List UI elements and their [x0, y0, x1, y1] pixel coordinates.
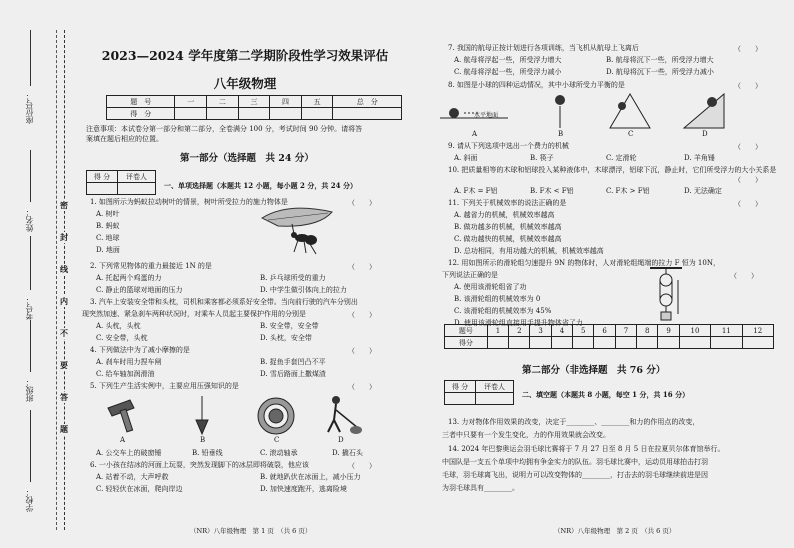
score-header: 二	[207, 96, 239, 108]
ball-falling-icon	[548, 94, 572, 130]
seal-char: 题	[60, 424, 68, 434]
name-line[interactable]	[30, 150, 31, 202]
option: D. 无法确定	[684, 187, 722, 195]
ball-incline-icon	[682, 90, 726, 130]
question-4: 4. 下列做法中为了减小摩擦的是	[90, 346, 190, 354]
ball-slope-icon	[608, 90, 652, 130]
answer-cell[interactable]	[509, 337, 530, 349]
score-header: 总 分	[333, 96, 402, 108]
question-12: 12. 用如图所示的滑轮组匀速提升 9N 的物体时，人对滑轮组绳端的拉力 F 恒为 10N，	[448, 259, 720, 267]
seal-char: 要	[60, 360, 68, 370]
notice-line: 注意事项：本试卷分第一部分和第二部分，全卷满分 100 分，考试时间 90 分钟。请将答	[86, 125, 363, 133]
class-label: 班级：	[25, 378, 34, 402]
option: B. 做功越多的机械，机械效率越高	[454, 223, 562, 231]
answer-header: 题号	[445, 325, 488, 337]
question-10: 10. 把质量相等的木球和铝球投入某种液体中，木球漂浮，铝球下沉，静止时，它们所受浮力的大小关系是	[448, 166, 777, 174]
figure-label: D	[338, 436, 344, 444]
grader-cell[interactable]	[118, 183, 156, 195]
exam-title: 2023—2024 学年度第二学期阶段性学习效果评估	[101, 48, 389, 63]
question-12-cont: 下列说法正确的是	[442, 271, 498, 279]
option: D. 雪后路面上撒煤渣	[260, 370, 326, 378]
subject-title: 八年级物理	[213, 76, 277, 91]
answer-row-label: 得分	[445, 337, 488, 349]
figure-label: D	[702, 130, 708, 138]
score-cell[interactable]	[207, 108, 239, 120]
option: A. F木 = F铝	[454, 187, 498, 195]
option: B. 铅垂线	[192, 449, 223, 457]
option: B. 捉鱼手套凹凸不平	[260, 358, 326, 366]
option: D. 头枕，安全带	[260, 334, 312, 342]
option: B. 航母将沉下一些，所受浮力增大	[606, 56, 714, 64]
option: D. 羊角锤	[684, 154, 715, 162]
grader-box	[444, 380, 514, 405]
option: A. 使用该滑轮组省了功	[454, 283, 527, 291]
exam-number-line[interactable]	[30, 236, 31, 290]
option: A. 公交车上的破窗锤	[96, 449, 162, 457]
grader-score-cell[interactable]	[445, 393, 476, 405]
score-table	[106, 95, 402, 120]
answer-paren[interactable]: （ ）	[348, 199, 376, 207]
answer-header: 9	[658, 325, 679, 337]
answer-paren[interactable]: （ ）	[734, 143, 762, 151]
grader-score-label: 得 分	[445, 381, 476, 393]
answer-paren[interactable]: （ ）	[734, 45, 762, 53]
answer-paren[interactable]: （ ）	[730, 272, 758, 280]
option: C. 航母将浮起一些，所受浮力减小	[454, 68, 562, 76]
option: B. 筷子	[530, 154, 554, 162]
question-11: 11. 下列关于机械效率的说法正确的是	[448, 199, 567, 207]
answer-cell[interactable]	[573, 337, 594, 349]
figure-label: C	[274, 436, 280, 444]
notice-line: 案填在题后相应的位置。	[86, 135, 163, 143]
figure-label: B	[558, 130, 564, 138]
option: C. 轻轻伏在冰面，爬向岸边	[96, 485, 183, 493]
answer-cell[interactable]	[594, 337, 615, 349]
option: A. 刹车时用力捏车闸	[96, 358, 162, 366]
seat-number-line[interactable]	[30, 30, 31, 86]
question-1: 1. 如图所示为蚂蚁拉动树叶的情景，树叶所受拉力的施力物体是	[90, 198, 288, 206]
question-9: 9. 请从下列选项中选出一个费力的机械	[448, 142, 569, 150]
school-line[interactable]	[30, 410, 31, 482]
question-8: 8. 如图是小球的四种运动情况，其中小球所受力平衡的是	[448, 81, 625, 89]
binding-dashed-line	[64, 30, 65, 530]
seal-char: 封	[60, 232, 68, 242]
answer-cell[interactable]	[551, 337, 572, 349]
answer-cell[interactable]	[487, 337, 508, 349]
pulley-system-icon	[646, 266, 686, 324]
answer-paren[interactable]: （ ）	[734, 200, 762, 208]
answer-paren[interactable]: （ ）	[348, 383, 376, 391]
question-14-cont: 为羽毛球具有________。	[442, 484, 519, 492]
score-cell[interactable]	[270, 108, 302, 120]
name-label: 姓名：	[25, 208, 34, 232]
option: C. 给车轴加润滑油	[96, 370, 155, 378]
answer-header: 10	[679, 325, 710, 337]
question-14-cont: 中国队是一支五个单项中均拥有争金实力的队伍。羽毛球比赛中，运动员用球拍击打羽	[442, 458, 708, 466]
part1-title: 第一部分（选择题 共 24 分）	[180, 153, 314, 164]
answer-paren[interactable]: （ ）	[734, 176, 762, 184]
option: C. 做功越快的机械，机械效率越高	[454, 235, 562, 243]
option: A. 站着不动，大声呼救	[96, 473, 169, 481]
grader-score-cell[interactable]	[87, 183, 118, 195]
grader-cell[interactable]	[476, 393, 514, 405]
option: C. 安全带，头枕	[96, 334, 148, 342]
seal-char: 线	[60, 264, 68, 274]
option: D. 加快速度跑开，逃离险境	[260, 485, 347, 493]
answer-cell[interactable]	[658, 337, 679, 349]
question-7: 7. 我国的航母正按计划进行各项训练，当飞机从航母上飞离后	[448, 44, 639, 52]
grader-box	[86, 170, 156, 195]
answer-header: 8	[637, 325, 658, 337]
score-header: 一	[175, 96, 207, 108]
option: A. 越省力的机械，机械效率越高	[454, 211, 555, 219]
page-1	[80, 0, 410, 548]
option: C. 定滑轮	[606, 154, 637, 162]
plumb-line-icon	[190, 396, 214, 436]
option: A. 头枕，头枕	[96, 322, 141, 330]
ant-leaf-icon	[258, 202, 338, 256]
score-header: 四	[270, 96, 302, 108]
page-footer: （NR）八年级物理 第 2 页 （共 6 页）	[554, 527, 676, 535]
safety-hammer-icon	[104, 398, 144, 434]
question-3-cont: 现突然加速、紧急刹车两种状况时，对乘车人员起主要保护作用的分别是	[82, 310, 306, 318]
option: B. 乒乓球所受的重力	[260, 274, 326, 282]
question-3: 3. 汽车上安装安全带和头枕，司机和乘客都必须系好安全带。当向前行驶的汽车分别出	[90, 298, 358, 306]
option: C. 该滑轮组的机械效率为 45%	[454, 307, 552, 315]
seat-number-label: 座位号：	[25, 92, 34, 124]
question-14: 14. 2024 年巴黎奥运会羽毛球比赛将于 7 月 27 日至 8 月 5 日在拉夏贝尔体育馆举行。	[448, 445, 725, 453]
exam-number-label: 考号：	[25, 296, 34, 320]
grader-label: 评卷人	[476, 381, 514, 393]
question-13-cont: 三者中只要有一个发生变化，力的作用效果就会改变。	[442, 431, 610, 439]
answer-paren[interactable]: （ ）	[348, 462, 376, 470]
grader-label: 评卷人	[118, 171, 156, 183]
option: B. 就地趴伏在冰面上，减小压力	[260, 473, 361, 481]
answer-cell[interactable]	[637, 337, 658, 349]
score-cell[interactable]	[175, 108, 207, 120]
option: C. 滚动轴承	[260, 449, 298, 457]
option: C. 地球	[96, 234, 120, 242]
answer-paren[interactable]: （ ）	[348, 263, 376, 271]
seal-char: 不	[60, 328, 68, 338]
section2-heading: 二、填空题（本题共 8 小题，每空 1 分，共 16 分）	[522, 390, 690, 399]
answer-cell[interactable]	[530, 337, 551, 349]
answer-paren[interactable]: （ ）	[348, 311, 376, 319]
score-cell[interactable]	[238, 108, 270, 120]
option: D. 地面	[96, 246, 120, 254]
score-cell[interactable]	[333, 108, 402, 120]
answer-header: 4	[551, 325, 572, 337]
option: C. F木 > F铝	[606, 187, 650, 195]
part2-title: 第二部分（非选择题 共 76 分）	[522, 365, 666, 376]
answer-paren[interactable]: （ ）	[734, 82, 762, 90]
figure-label: A	[120, 436, 126, 444]
score-header: 五	[301, 96, 333, 108]
option: A. 托起两个鸡蛋的力	[96, 274, 162, 282]
question-6: 6. 一小孩在结冰的河面上玩耍，突然发现脚下的冰层即将破裂，他应该	[90, 461, 309, 469]
option: B. 蚂蚁	[96, 222, 120, 230]
answer-header: 6	[594, 325, 615, 337]
lever-stone-icon	[318, 394, 362, 436]
option: B. 安全带，安全带	[260, 322, 319, 330]
answer-header: 7	[615, 325, 636, 337]
option: C. 静止的篮球对地面的压力	[96, 286, 183, 294]
page-footer: （NR）八年级物理 第 1 页 （共 6 页）	[190, 527, 312, 535]
option: D. 使用该滑轮组直接用手提升物体省了力	[454, 319, 583, 327]
binding-dashed-line-inner	[56, 30, 57, 530]
page-2	[430, 0, 780, 548]
section1-heading: 一、单项选择题（本题共 12 小题，每小题 2 分，共 24 分）	[164, 181, 357, 190]
question-5: 5. 下列生产生活实例中，主要应用压强知识的是	[90, 382, 239, 390]
answer-header: 3	[530, 325, 551, 337]
answer-cell[interactable]	[711, 337, 742, 349]
figure-label: A	[472, 130, 478, 138]
score-header: 题 号	[107, 96, 175, 108]
seal-char: 内	[60, 296, 68, 306]
question-2: 2. 下列常见物体的重力最接近 1N 的是	[90, 262, 212, 270]
seal-char: 答	[60, 392, 68, 402]
option: B. 该滑轮组的机械效率为 0	[454, 295, 541, 303]
option: D. 总功相同，有用功越大的机械，机械效率越高	[454, 247, 604, 255]
option: A. 航母将浮起一些，所受浮力增大	[454, 56, 562, 64]
answer-paren[interactable]: （ ）	[348, 347, 376, 355]
figure-label: B	[200, 436, 206, 444]
ball-bearing-icon	[256, 396, 296, 436]
option: A. 树叶	[96, 210, 120, 218]
question-14-cont: 毛球，羽毛球离飞出，说明力可以改变物体的________，打击去的羽毛球继续前进是因	[442, 471, 708, 479]
binding-strip	[0, 0, 70, 548]
score-cell[interactable]	[301, 108, 333, 120]
option: A. 斜面	[454, 154, 478, 162]
option: D. 航母将沉下一些，所受浮力减小	[606, 68, 714, 76]
answer-table	[444, 324, 774, 349]
option: B. F木 < F铝	[530, 187, 574, 195]
option: D. 中学生做引体向上的拉力	[260, 286, 347, 294]
answer-cell[interactable]	[615, 337, 636, 349]
question-13: 13. 力对物体作用效果的改变，决定于________、________和力的作用点的改变，	[448, 418, 700, 426]
grader-score-label: 得 分	[87, 171, 118, 183]
answer-header: 5	[573, 325, 594, 337]
class-line[interactable]	[30, 320, 31, 372]
answer-cell[interactable]	[742, 337, 773, 349]
answer-header: 11	[711, 325, 742, 337]
score-header: 三	[238, 96, 270, 108]
figure-label: C	[628, 130, 634, 138]
seal-char: 密	[60, 200, 68, 210]
option: D. 撬石头	[332, 449, 363, 457]
answer-header: 12	[742, 325, 773, 337]
answer-cell[interactable]	[679, 337, 710, 349]
score-row-label: 得 分	[107, 108, 175, 120]
figure-note: 水平地面	[474, 112, 499, 119]
school-label: 学校：	[25, 488, 34, 512]
answer-header: 1	[487, 325, 508, 337]
answer-header: 2	[509, 325, 530, 337]
